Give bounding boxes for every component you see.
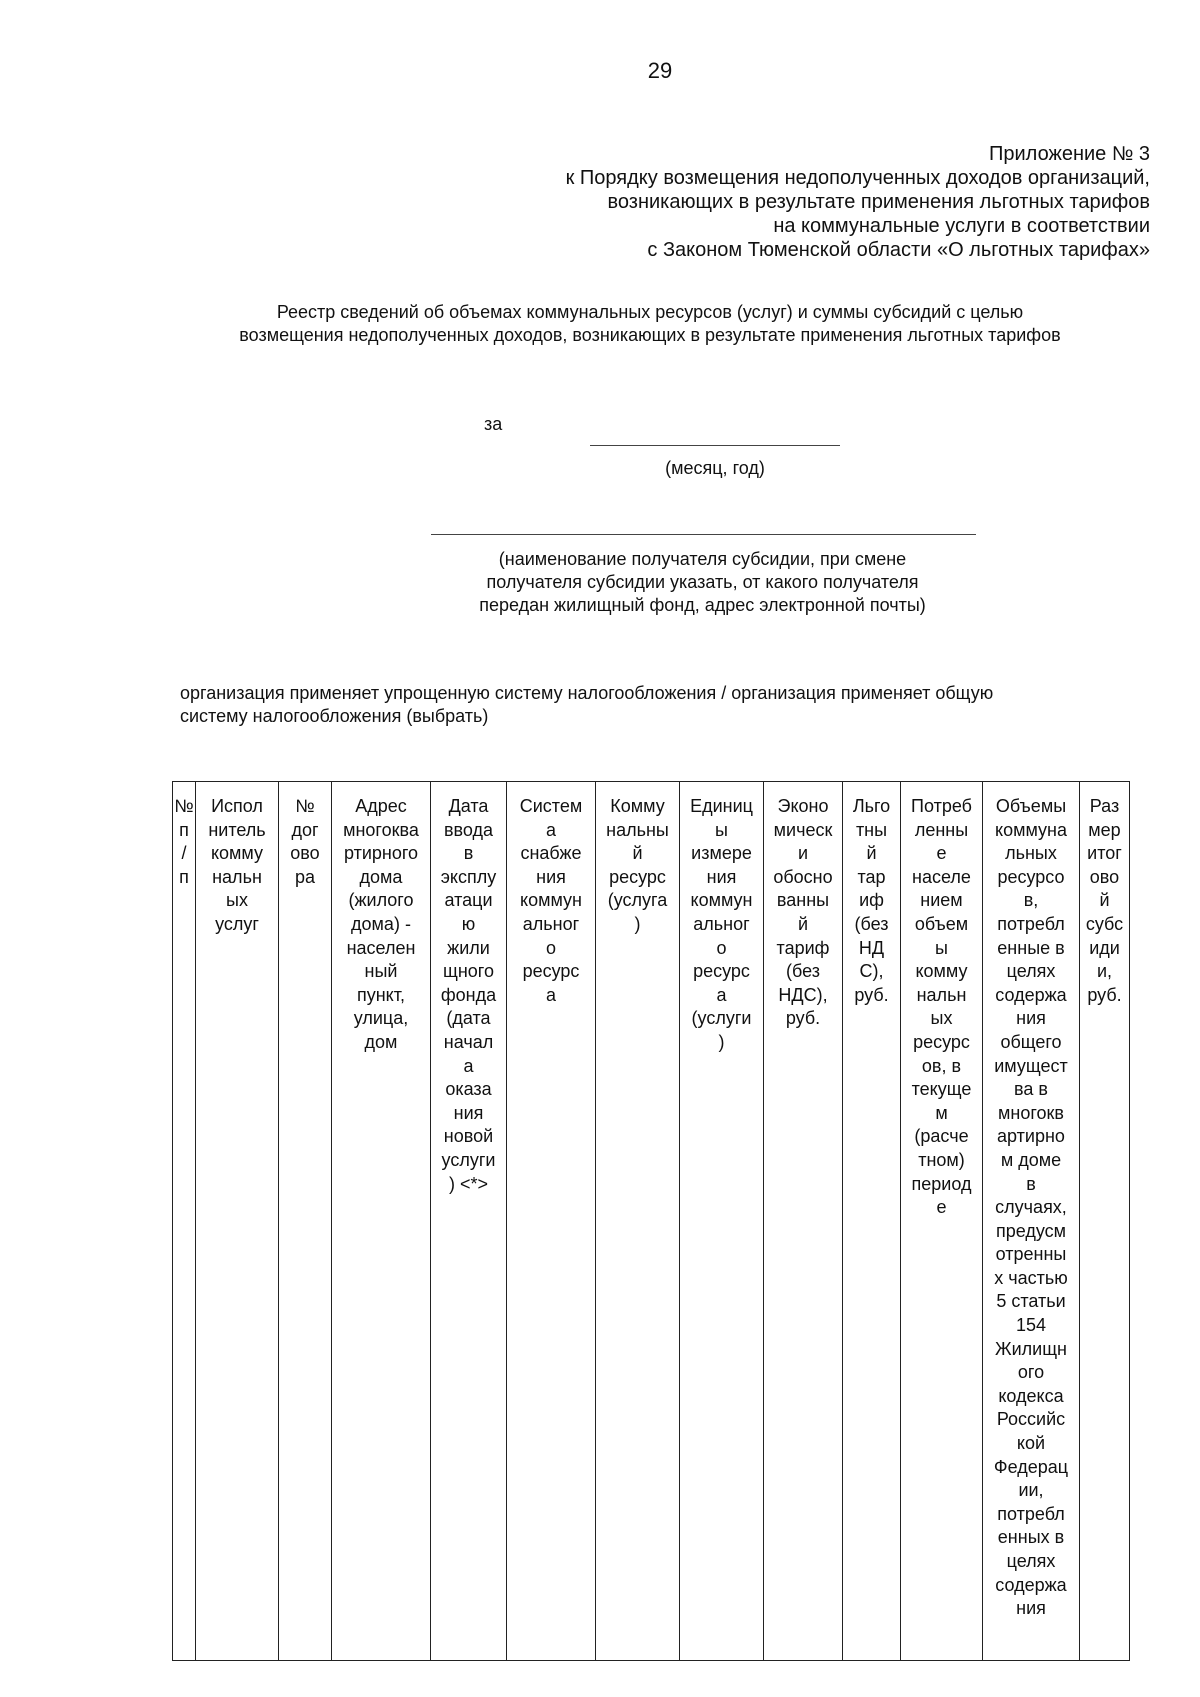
header-cell-line: отренны [995, 1244, 1067, 1265]
header-cell-line: нальны [606, 819, 669, 840]
header-cell-line: фонда [440, 984, 497, 1005]
header-cell-line: (расче [914, 1126, 969, 1147]
header-cell-line: кодекса [998, 1385, 1064, 1406]
header-cell-line: услуг [215, 913, 259, 934]
header-cell-line: ово [1089, 866, 1120, 887]
header-cell-line: Систем [519, 796, 583, 816]
header-cell-economic-tariff [764, 782, 843, 1661]
header-cell-line: в [463, 843, 474, 864]
tax-note-line: организация применяет упрощенную систему налогообложения / организация применяет общую [180, 683, 994, 703]
header-cell-line: ы [715, 819, 728, 840]
header-cell-consumed-volumes [901, 782, 983, 1661]
header-cell-line: ы [935, 937, 948, 958]
header-cell-line: ресурс [609, 866, 666, 887]
recipient-caption-line: получателя субсидии указать, от какого получателя [486, 572, 919, 592]
recipient-input-line[interactable] [431, 534, 976, 535]
header-cell-line: м доме [1000, 1149, 1062, 1170]
header-cell-contractor [196, 782, 279, 1661]
header-cell-line: субс [1085, 913, 1124, 934]
appendix-header [390, 142, 1150, 262]
header-cell-line: тариф [776, 937, 830, 958]
header-cell-line: мер [1088, 819, 1121, 840]
header-cell-line: мическ [773, 819, 833, 840]
header-cell-line: (жилого [348, 890, 414, 911]
header-cell-line: п [179, 866, 189, 887]
header-cell-line: руб. [785, 1008, 821, 1029]
header-cell-line: ) [718, 1031, 725, 1052]
header-cell-line: 5 статьи [996, 1291, 1066, 1312]
header-cell-line: потребл [997, 1503, 1065, 1524]
header-cell-line: льных [1005, 843, 1057, 864]
header-cell-line: ния [1016, 1008, 1046, 1029]
recipient-caption-line: передан жилищный фонд, адрес электронной почты) [479, 595, 926, 615]
header-cell-line: е [936, 843, 947, 864]
recipient-caption [430, 548, 975, 617]
header-cell-line: услуги [441, 1149, 496, 1170]
header-cell-line: ленны [914, 819, 969, 840]
header-cell-line: ресурсо [997, 866, 1065, 887]
header-cell-line: населе [912, 866, 971, 887]
header-cell-line: жили [447, 937, 490, 958]
header-cell-line: й [632, 843, 643, 864]
recipient-caption-line: (наименование получателя субсидии, при смене [498, 549, 907, 569]
header-cell-number [173, 782, 196, 1661]
appendix-line: возникающих в результате применения льготных тарифов [607, 191, 1150, 213]
header-cell-line: ванны [776, 890, 830, 911]
header-cell-line: руб. [1087, 984, 1122, 1005]
tax-note-line: систему налогообложения (выбрать) [180, 706, 489, 726]
header-cell-line: оказа [445, 1079, 492, 1100]
registry-title-line: возмещения недополученных доходов, возникающих в результате применения льготных тарифов [239, 325, 1061, 345]
header-cell-line: атаци [444, 890, 493, 911]
header-cell-line: объем [914, 913, 969, 934]
header-cell-line: ния [536, 866, 566, 887]
header-cell-line: артирно [997, 1126, 1065, 1147]
header-cell-line: пункт, [356, 984, 405, 1005]
header-cell-line: содержа [995, 1574, 1067, 1595]
header-cell-line: Льго [852, 796, 891, 816]
header-cell-line: ния [453, 1102, 484, 1123]
header-cell-line: ) [634, 913, 641, 934]
header-cell-line: альног [522, 913, 580, 934]
header-cell-line: тны [855, 819, 888, 840]
header-cell-line: дог [291, 819, 319, 840]
header-cell-line: населен [346, 937, 416, 958]
header-cell-line: / [181, 843, 187, 864]
header-cell-line: ого [1017, 1362, 1045, 1383]
header-cell-line: ния [1016, 1598, 1046, 1619]
header-cell-line: итог [1087, 843, 1122, 864]
header-cell-line: многоква [343, 819, 419, 840]
header-cell-line: ввода [443, 819, 494, 840]
header-cell-line: Российс [996, 1409, 1066, 1430]
header-cell-line: текуще [911, 1079, 972, 1100]
header-cell-line: многокв [998, 1102, 1064, 1123]
header-cell-line: № [295, 796, 315, 816]
header-cell-line: ный [364, 961, 398, 982]
header-cell-line: измере [691, 843, 752, 864]
appendix-line: Приложение № 3 [989, 143, 1150, 165]
header-cell-line: ов, в [921, 1055, 962, 1076]
header-cell-line: эксплу [440, 866, 497, 887]
header-cell-contract-number [279, 782, 332, 1661]
header-cell-line: а [545, 819, 556, 840]
header-cell-line: Эконо [777, 796, 829, 816]
period-caption: (месяц, год) [665, 458, 765, 478]
header-cell-line: ых [226, 890, 248, 911]
header-cell-line: кой [1016, 1433, 1046, 1454]
header-cell-line: новой [443, 1126, 494, 1147]
header-cell-line: в [1026, 1173, 1036, 1194]
header-cell-line: ых [930, 1008, 953, 1029]
header-cell-line: дома [359, 866, 403, 887]
header-cell-line: х частью [994, 1267, 1068, 1288]
header-cell-line: (услуга [607, 890, 668, 911]
header-cell-line: нальн [916, 984, 967, 1005]
header-cell-line: целях [1006, 1551, 1056, 1571]
header-cell-line: иф [859, 890, 884, 911]
header-cell-line: Дата [448, 796, 489, 816]
header-cell-line: № [174, 796, 194, 816]
period-prefix: за [484, 414, 503, 434]
appendix-line: на коммунальные услуги в соответствии [773, 215, 1150, 237]
registry-table [172, 781, 1130, 1661]
header-cell-line: а [463, 1055, 474, 1076]
header-cell-line: ово [290, 843, 320, 864]
header-cell-commission-date [431, 782, 507, 1661]
header-cell-line: предусм [995, 1220, 1067, 1241]
header-cell-line: С), [859, 961, 884, 982]
header-cell-line: Единиц [690, 796, 753, 816]
header-cell-address [332, 782, 431, 1661]
header-cell-line: период [911, 1173, 972, 1194]
tax-system-note [180, 682, 1140, 728]
header-cell-line: потребл [997, 913, 1065, 934]
header-cell-subsidy-total [1080, 782, 1130, 1661]
header-cell-line: ния [706, 866, 737, 887]
header-cell-line: Объемы [995, 796, 1067, 816]
page-number: 29 [647, 58, 673, 83]
header-cell-utility-resource [596, 782, 680, 1661]
header-cell-line: ва в [1014, 1079, 1048, 1100]
registry-title-line: Реестр сведений об объемах коммунальных ресурсов (услуг) и суммы субсидий с целью [276, 302, 1024, 322]
header-cell-line: комму [210, 843, 264, 864]
header-cell-line: коммуна [995, 819, 1067, 840]
header-cell-line: ра [294, 866, 316, 887]
header-cell-line: коммун [690, 890, 753, 911]
header-cell-common-property-volumes [983, 782, 1080, 1661]
header-cell-line: ресурс [913, 1031, 970, 1052]
header-cell-line: Жилищн [995, 1338, 1067, 1359]
registry-title [170, 301, 1130, 347]
header-cell-line: ю [461, 913, 476, 934]
header-cell-line: е [936, 1197, 947, 1218]
header-cell-line: и [797, 843, 809, 864]
header-cell-line: ресурс [522, 961, 580, 982]
header-cell-line: Адрес [355, 796, 407, 816]
header-cell-line: (дата [446, 1008, 491, 1029]
header-cell-line: м [935, 1102, 948, 1123]
header-cell-line: снабже [520, 843, 582, 864]
appendix-line: с Законом Тюменской области «О льготных тарифах» [647, 239, 1150, 261]
header-cell-line: тар [857, 866, 886, 887]
header-cell-line: й [866, 843, 877, 864]
header-cell-line: о [545, 937, 556, 958]
header-cell-line: енные в [997, 937, 1065, 958]
header-cell-line: ии, [1018, 1480, 1044, 1501]
header-cell-line: нитель [208, 819, 266, 840]
header-cell-line: щного [443, 961, 494, 982]
header-cell-line: ртирного [343, 843, 419, 864]
header-cell-line: дома) - [351, 913, 411, 934]
header-cell-line: содержа [995, 984, 1067, 1005]
header-cell-line: случаях, [995, 1197, 1067, 1218]
header-cell-line: комму [915, 961, 968, 982]
header-cell-line: п [179, 819, 189, 840]
header-cell-line: а [545, 984, 556, 1005]
header-cell-supply-system [507, 782, 596, 1661]
header-cell-line: ) <*> [448, 1173, 489, 1194]
header-cell-line: целях [1006, 961, 1056, 982]
header-cell-line: НДС), [778, 984, 828, 1005]
header-cell-units [680, 782, 764, 1661]
header-cell-line: а [716, 984, 727, 1005]
header-cell-line: Раз [1089, 796, 1120, 816]
header-cell-line: обосно [773, 866, 833, 887]
header-cell-line: (без [854, 913, 889, 934]
header-cell-line: енных в [997, 1527, 1065, 1548]
header-cell-line: 154 [1015, 1315, 1047, 1336]
header-cell-line: нием [920, 890, 963, 911]
header-cell-line: начал [443, 1031, 494, 1052]
header-cell-line: Потреб [911, 796, 972, 816]
header-cell-line: улица, [353, 1008, 409, 1029]
header-cell-line: й [1099, 890, 1110, 911]
period-input-line[interactable] [590, 445, 840, 446]
header-cell-line: о [716, 937, 727, 958]
header-cell-line: имущест [994, 1055, 1068, 1076]
header-cell-line: нальн [212, 866, 262, 887]
header-cell-line: (без [786, 961, 820, 982]
header-cell-preferential-tariff [843, 782, 901, 1661]
header-cell-line: ресурс [693, 961, 750, 982]
header-cell-line: альног [693, 913, 750, 934]
header-cell-line: Испол [211, 796, 263, 816]
header-cell-line: иди [1089, 937, 1120, 958]
table-header-row [173, 782, 1130, 1661]
header-cell-line: НД [858, 937, 885, 958]
header-cell-line: тном) [918, 1149, 965, 1170]
header-cell-line: общего [1000, 1031, 1062, 1052]
header-cell-line: и, [1096, 961, 1113, 982]
header-cell-line: (услуги [691, 1008, 752, 1029]
header-cell-line: й [797, 913, 809, 934]
header-cell-line: коммун [520, 890, 582, 911]
header-cell-line: Комму [610, 796, 665, 816]
header-cell-line: руб. [854, 984, 889, 1005]
appendix-line: к Порядку возмещения недополученных доходов организаций, [565, 167, 1150, 189]
header-cell-line: Федерац [993, 1456, 1069, 1477]
header-cell-line: дом [364, 1031, 398, 1052]
header-cell-line: в, [1023, 890, 1039, 911]
